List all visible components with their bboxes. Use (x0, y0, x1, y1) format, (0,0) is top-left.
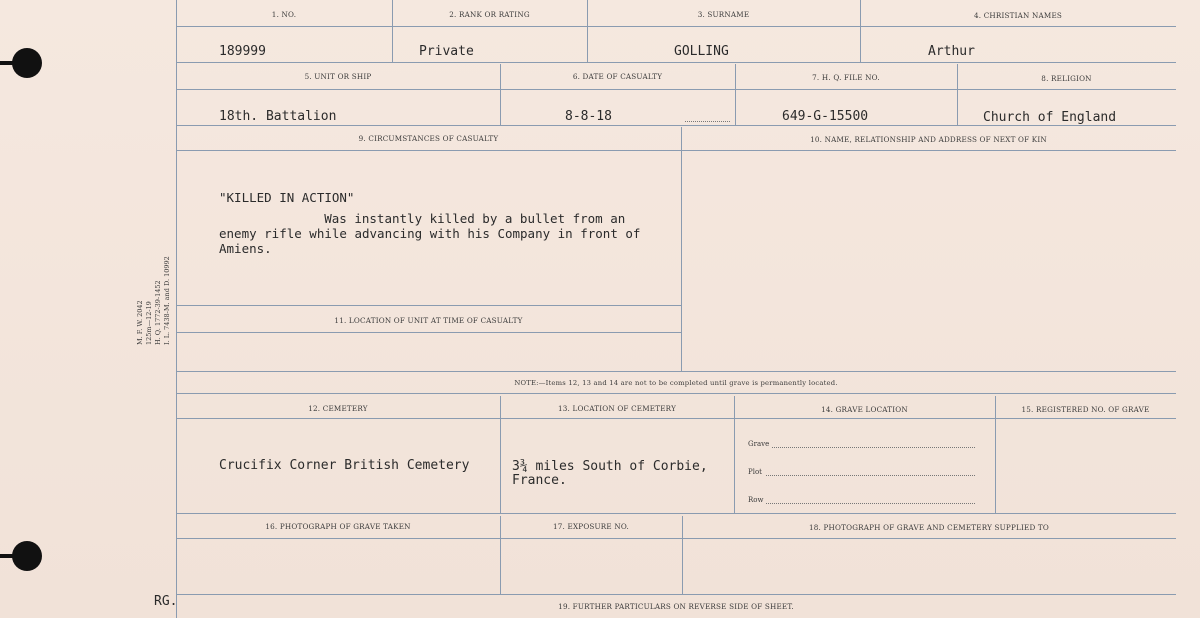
row4-header-line (176, 418, 1176, 419)
date-dots (685, 121, 730, 122)
grave-location-label: 14. GRAVE LOCATION (821, 405, 908, 414)
row3-div (681, 127, 682, 371)
circumstances-line-1: "KILLED IN ACTION" (219, 190, 355, 205)
cemetery-label: 12. CEMETERY (308, 404, 368, 413)
circumstances-line-2: Was instantly killed by a bullet from an (249, 211, 626, 226)
date-label: 6. DATE OF CASUALTY (572, 72, 663, 81)
row1-bottom-line (176, 62, 1176, 63)
location-of-cemetery-line-1: 3¾ miles South of Corbie, (512, 459, 708, 474)
rank-label: 2. RANK OR RATING (449, 10, 530, 19)
row2-bottom-line (176, 125, 1176, 126)
grave-note: NOTE:—Items 12, 13 and 14 are not to be completed until grave is permanently located. (514, 379, 838, 387)
plot-field-dots (766, 475, 975, 476)
christian-names-label: 4. CHRISTIAN NAMES (973, 11, 1063, 20)
religion-label: 8. RELIGION (1041, 74, 1092, 83)
no-label: 1. NO. (271, 10, 297, 19)
row-field-dots (766, 503, 975, 504)
further-particulars-footer: 19. FURTHER PARTICULARS ON REVERSE SIDE OF SHEET. (558, 602, 794, 611)
location-of-unit-label: 11. LOCATION OF UNIT AT TIME OF CASUALTY (334, 316, 523, 325)
photograph-taken-label: 16. PHOTOGRAPH OF GRAVE TAKEN (265, 522, 411, 531)
location-of-cemetery-line-2: France. (512, 473, 567, 488)
punch-hole-top-tail (0, 61, 18, 65)
file-value: 649-G-15500 (782, 109, 869, 124)
side-code-4: I. L. 7438-M. and D. 10992 (163, 256, 171, 345)
registered-no-label: 15. REGISTERED NO. OF GRAVE (1021, 405, 1150, 414)
location-header-line (176, 332, 681, 333)
location-of-cemetery-label: 13. LOCATION OF CEMETERY (557, 404, 677, 413)
religion-value: Church of England (983, 110, 1117, 125)
row-field-label: Row (748, 496, 764, 504)
christian-names-value: Arthur (928, 44, 975, 59)
file-label: 7. H. Q. FILE NO. (812, 73, 880, 82)
grave-field-label: Grave (748, 440, 770, 448)
surname-value: GOLLING (674, 44, 729, 59)
next-of-kin-label: 10. NAME, RELATIONSHIP AND ADDRESS OF NEXT OF KIN (810, 135, 1047, 144)
plot-field-label: Plot (748, 468, 762, 476)
no-value: 189999 (219, 44, 266, 59)
side-code-3: H. Q. 1772-39-1452 (154, 280, 162, 345)
side-code-2: 125m—12-19 (145, 301, 153, 345)
row5-header-line (176, 538, 1176, 539)
unit-label: 5. UNIT OR SHIP (304, 72, 372, 81)
punch-hole-bottom-tail (0, 554, 18, 558)
note-bottom-line (176, 393, 1176, 394)
row3-header-line (176, 150, 1176, 151)
row3-bottom-line (176, 371, 1176, 372)
date-value: 8-8-18 (565, 109, 612, 124)
row4-div-1 (500, 396, 501, 513)
row1-div-3 (860, 0, 861, 62)
surname-label: 3. SURNAME (697, 10, 750, 19)
exposure-no-label: 17. EXPOSURE NO. (553, 522, 629, 531)
row1-header-line (176, 26, 1176, 27)
photograph-supplied-label: 18. PHOTOGRAPH OF GRAVE AND CEMETERY SUPPLIED TO (809, 523, 1049, 532)
circumstances-line-4: Amiens. (219, 241, 272, 256)
cemetery-value: Crucifix Corner British Cemetery (219, 458, 470, 473)
unit-value: 18th. Battalion (219, 109, 337, 124)
row4-bottom-line (176, 513, 1176, 514)
circumstances-line-3: enemy rifle while advancing with his Company in front of (219, 226, 641, 241)
circumstances-label: 9. CIRCUMSTANCES OF CASUALTY (358, 134, 499, 143)
row5-bottom-line (176, 594, 1176, 595)
row2-header-line (176, 89, 1176, 90)
rank-value: Private (419, 44, 474, 59)
grave-field-dots (772, 447, 975, 448)
circ-bottom-line (176, 305, 681, 306)
rg-label: RG. (154, 594, 178, 609)
side-code-1: M. F. W. 2042 (136, 300, 144, 345)
